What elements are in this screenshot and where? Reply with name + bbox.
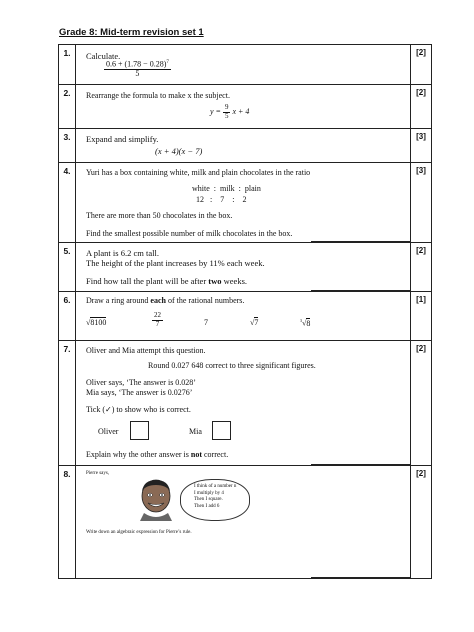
marks: [2] xyxy=(410,243,431,291)
question-prompt: Draw a ring around each of the rational numbers. xyxy=(86,296,245,305)
question-number: 4. xyxy=(59,163,76,242)
question-prompt: Yuri has a box containing white, milk and plain chocolates in the ratio xyxy=(86,168,311,177)
question-number: 2. xyxy=(59,85,76,128)
option-sqrt-7: √7 xyxy=(250,318,259,327)
oliver-label: Oliver xyxy=(98,427,119,436)
question-text: A plant is 6.2 cm tall. xyxy=(86,248,159,258)
question-text: Find the smallest possible number of milk chocolates in the box. xyxy=(86,229,293,238)
option-sqrt-8100: √8100 xyxy=(86,318,107,327)
question-prompt: Oliver and Mia attempt this question. xyxy=(86,346,206,355)
mia-checkbox[interactable] xyxy=(212,421,231,440)
question-number: 5. xyxy=(59,243,76,291)
marks: [2] xyxy=(410,85,431,128)
tick-instruction: Tick (✓) to show who is correct. xyxy=(86,405,191,414)
question-4 xyxy=(58,162,432,242)
oliver-statement: Oliver says, ‘The answer is 0.028’ xyxy=(86,378,196,387)
speech-text: I think of a number n I multiply by 4 Then I square. Then I add 6 xyxy=(194,484,237,509)
formula-lhs: y = xyxy=(210,107,221,117)
ratio-values: 12 : 7 : 2 xyxy=(196,195,247,204)
marks: [1] xyxy=(410,292,431,340)
question-prompt: Rearrange the formula to make x the subject. xyxy=(86,91,230,100)
expression: (x + 4)(x − 7) xyxy=(155,146,203,156)
question-text: The height of the plant increases by 11% each week. xyxy=(86,258,265,268)
question-task: Write down an algebraic expression for Pierre’s rule. xyxy=(86,530,192,535)
question-text: There are more than 50 chocolates in the box. xyxy=(86,211,233,220)
question-text: Find how tall the plant will be after two weeks. xyxy=(86,276,248,286)
answer-line xyxy=(311,577,411,578)
formula-rhs: x + 4 xyxy=(232,107,250,117)
option-integer: 7 xyxy=(204,318,208,327)
question-7 xyxy=(58,340,432,465)
question-8 xyxy=(58,465,432,579)
question-prompt: Expand and simplify. xyxy=(86,134,159,144)
ratio-names: white : milk : plain xyxy=(192,184,261,193)
fraction-expression xyxy=(104,60,171,79)
question-6 xyxy=(58,291,432,340)
mia-label: Mia xyxy=(189,427,202,436)
marks: [2] xyxy=(410,45,431,84)
question-number: 8. xyxy=(59,466,76,578)
question-number: 6. xyxy=(59,292,76,340)
mia-statement: Mia says, ‘The answer is 0.0276’ xyxy=(86,388,193,397)
pierre-illustration xyxy=(136,477,176,521)
exponent: 7 xyxy=(166,60,169,65)
option-cube-root-8: $^3$√8 xyxy=(300,318,311,328)
numerator: 0.6 + (1.78 − 0.28) xyxy=(106,59,167,69)
formula xyxy=(210,104,249,120)
page-title: Grade 8: Mid-term revision set 1 xyxy=(59,27,204,38)
marks: [3] xyxy=(410,129,431,162)
fraction-denominator: 5 xyxy=(224,111,229,120)
question-3 xyxy=(58,128,432,162)
marks: [3] xyxy=(410,163,431,242)
question-number: 3. xyxy=(59,129,76,162)
fraction-numerator: 9 xyxy=(224,103,229,111)
question-table xyxy=(58,44,432,579)
question-2 xyxy=(58,84,432,128)
question-prompt: Pierre says, xyxy=(86,471,110,476)
question-prompt: Calculate. xyxy=(86,51,121,61)
oliver-checkbox[interactable] xyxy=(130,421,149,440)
marks: [2] xyxy=(410,466,431,578)
question-number: 7. xyxy=(59,341,76,465)
question-5 xyxy=(58,242,432,291)
denominator: 5 xyxy=(135,69,140,79)
question-1 xyxy=(58,44,432,84)
option-fraction: $\frac{22}{7}$ xyxy=(154,311,161,328)
explain-instruction: Explain why the other answer is not correct. xyxy=(86,450,229,459)
question-number: 1. xyxy=(59,45,76,84)
question-task: Round 0.027 648 correct to three significant figures. xyxy=(148,361,316,370)
marks: [2] xyxy=(410,341,431,465)
